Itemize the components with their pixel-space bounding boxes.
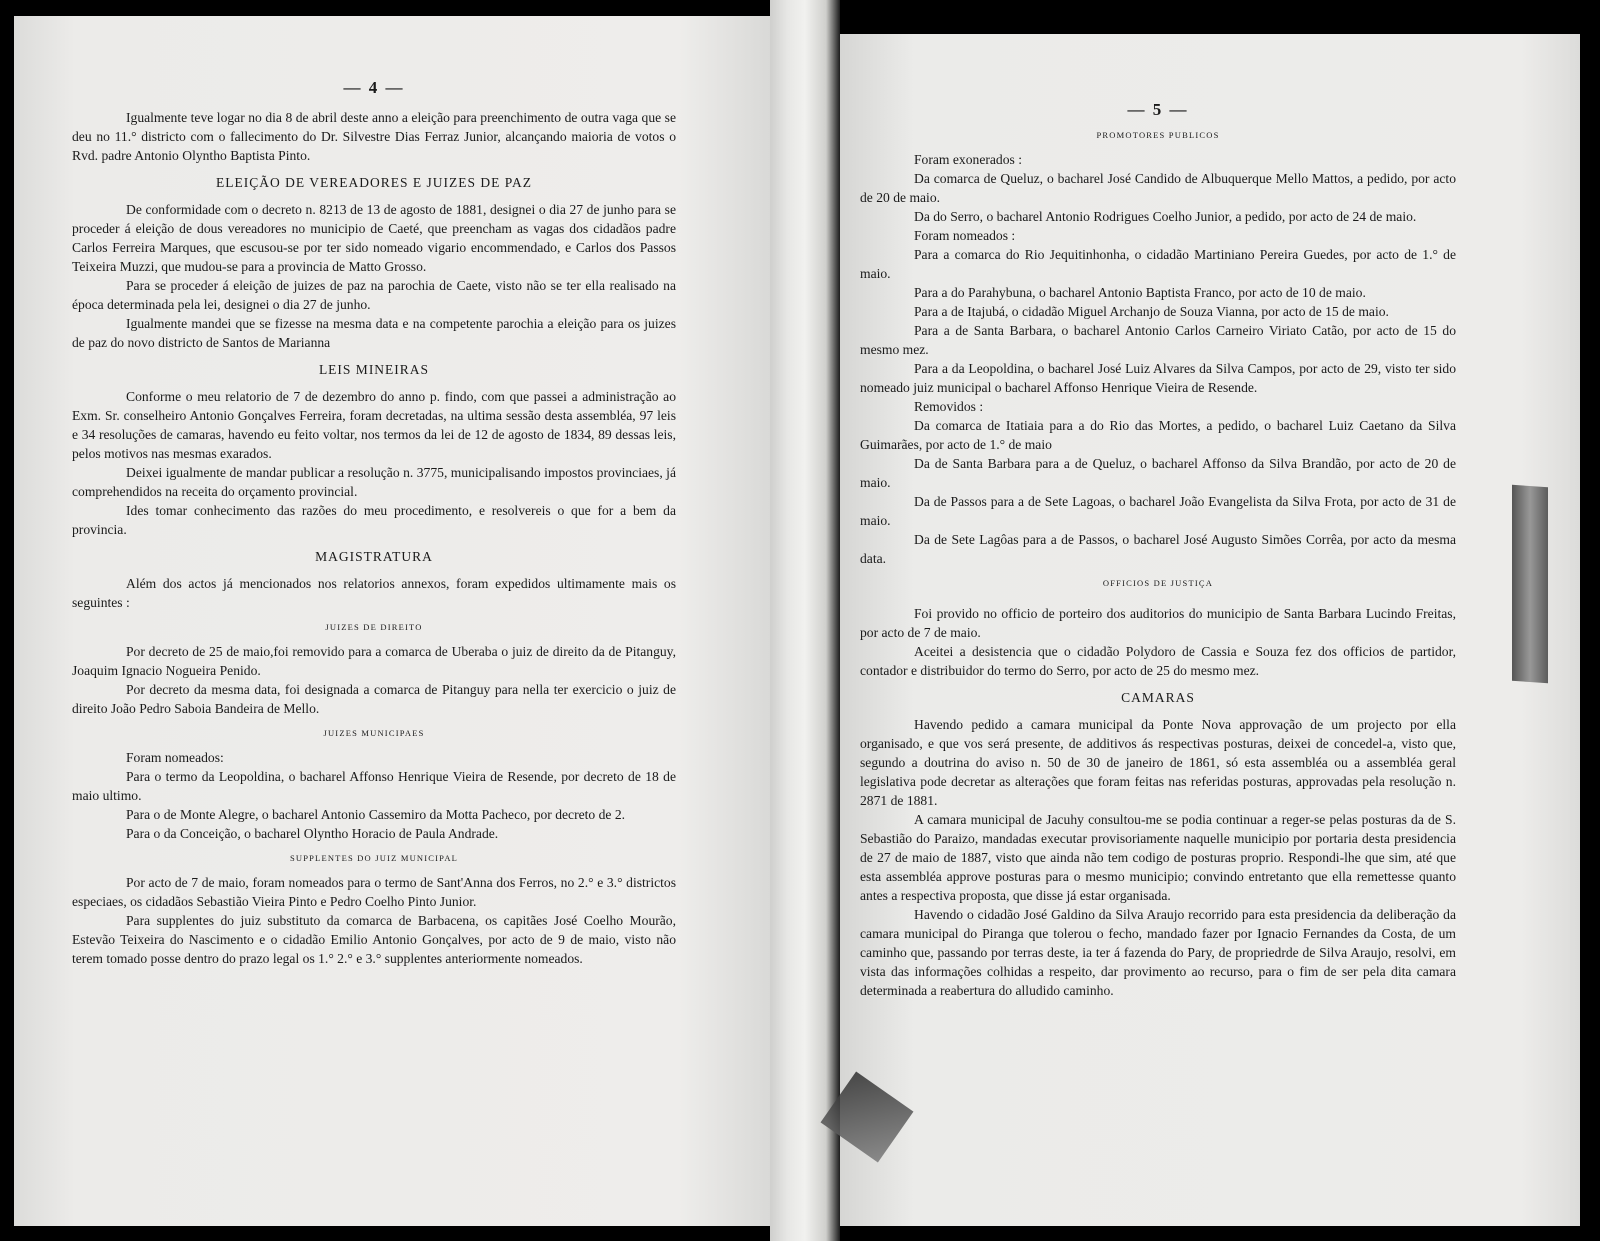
book-gutter bbox=[770, 0, 840, 1241]
subsection-heading-promotores: PROMOTORES PUBLICOS bbox=[1096, 130, 1220, 140]
paragraph: Foi provido no officio de porteiro dos auditorios do municipio de Santa Barbara Lucindo Freitas, por acto de 7 de maio. bbox=[860, 606, 1456, 640]
paragraph: Deixei igualmente de mandar publicar a resolução n. 3775, municipalisando impostos provinciaes, já comprehendidos na receita do orçamento provincial. bbox=[72, 465, 676, 499]
paragraph: Da de Sete Lagôas para a de Passos, o bacharel José Augusto Simões Corrêa, por acto da mesma data. bbox=[860, 532, 1456, 566]
paragraph: Havendo o cidadão José Galdino da Silva Araujo recorrido para esta presidencia da deliberação da camara municipal do Piranga que tolerou o fecho, mandado fazer por Ignacio Fernandes da Costa, de um caminho que, passando por terras deste, ia ter á fazenda do Pary, de propriedrde de Silva Araujo, resolvi, em vista das informações colhidas a respeito, dar provimento ao recurso, para o fim de ser pela dita camara determinada a reabertura do alludido caminho. bbox=[860, 907, 1456, 998]
right-page-column bbox=[860, 100, 1456, 1000]
paragraph: Para a de Itajubá, o cidadão Miguel Archanjo de Souza Vianna, por acto de 15 de maio. bbox=[914, 304, 1389, 319]
paragraph: Da do Serro, o bacharel Antonio Rodrigues Coelho Junior, a pedido, por acto de 24 de maio. bbox=[914, 209, 1417, 224]
paragraph: Para o da Conceição, o bacharel Olyntho Horacio de Paula Andrade. bbox=[126, 826, 499, 841]
paragraph: Além dos actos já mencionados nos relatorios annexos, foram expedidos ultimamente mais os seguintes : bbox=[72, 576, 676, 610]
section-heading-leis-mineiras: LEIS MINEIRAS bbox=[318, 362, 430, 377]
section-heading-magistratura: MAGISTRATURA bbox=[315, 549, 433, 564]
paragraph: Para a do Parahybuna, o bacharel Antonio Baptista Franco, por acto de 10 de maio. bbox=[914, 285, 1366, 300]
subsection-heading-supplentes: SUPPLENTES DO JUIZ MUNICIPAL bbox=[289, 853, 459, 863]
right-page-number: — 5 — bbox=[1127, 100, 1189, 119]
paragraph: Da de Passos para a de Sete Lagoas, o bacharel João Evangelista da Silva Frota, por acto de 31 de maio. bbox=[860, 494, 1456, 528]
left-page-number: — 4 — bbox=[343, 78, 405, 97]
right-page bbox=[840, 34, 1580, 1226]
paragraph: Para a comarca do Rio Jequitinhonha, o cidadão Martiniano Pereira Guedes, por acto de 1.° de maio. bbox=[860, 247, 1456, 281]
paragraph: Foram nomeados: bbox=[126, 750, 224, 765]
paragraph: Igualmente mandei que se fizesse na mesma data e na competente parochia a eleição para os juizes de paz do novo districto de Santos de Marianna bbox=[72, 316, 676, 350]
paragraph: Ides tomar conhecimento das razões do meu procedimento, e resolvereis o que for a bem da provincia. bbox=[72, 503, 676, 537]
paragraph: Por decreto de 25 de maio,foi removido para a comarca de Uberaba o juiz de direito da de Pitanguy, Joaquim Ignacio Nogueira Penido. bbox=[72, 644, 676, 678]
paragraph: Para a da Leopoldina, o bacharel José Luiz Alvares da Silva Campos, por acto de 29, visto ter sido nomeado juiz municipal o bacharel Affonso Henrique Vieira de Resende. bbox=[860, 361, 1456, 395]
subsection-heading-juizes-municipaes: JUIZES MUNICIPAES bbox=[323, 728, 425, 738]
paragraph: Por acto de 7 de maio, foram nomeados para o termo de Sant'Anna dos Ferros, no 2.° e 3.° districtos especiaes, os cidadãos Sebastião Vieira Pinto e Pedro Coelho Pinto Junior. bbox=[72, 875, 676, 909]
paragraph: Aceitei a desistencia que o cidadão Polydoro de Cassia e Souza fez dos officios de partidor, contador e distribuidor do termo do Serro, por acto de 25 do mesmo mez. bbox=[860, 644, 1456, 678]
left-page-column bbox=[72, 78, 676, 968]
paragraph: Da comarca de Queluz, o bacharel José Candido de Albuquerque Mello Mattos, a pedido, por acto de 20 de maio. bbox=[860, 171, 1456, 205]
subsection-heading-juizes-direito: JUIZES DE DIREITO bbox=[325, 622, 423, 632]
left-page bbox=[14, 16, 770, 1226]
paragraph: Para se proceder á eleição de juizes de paz na parochia de Caete, visto não se ter ella realisado na época determinada pela lei, designei o dia 27 de junho. bbox=[72, 278, 676, 312]
paragraph: A camara municipal de Jacuhy consultou-me se podia continuar a reger-se pelas posturas da de S. Sebastião do Paraizo, mandadas executar provisoriamente naquelle municipio por portaria desta presidencia de 27 de maio de 1887, visto que ainda não tem codigo de posturas proprio. Respondi-lhe que sim, até que esta assembléa approve posturas para o mesmo municipio; convindo entretanto que ella remettesse quanto antes a respectiva proposta, que disse já estar organisada. bbox=[860, 812, 1456, 903]
section-heading-camaras: CAMARAS bbox=[1121, 690, 1195, 705]
paragraph: Foram nomeados : bbox=[914, 228, 1016, 243]
paragraph: Para supplentes do juiz substituto da comarca de Barbacena, os capitães José Coelho Mourão, Estevão Teixeira do Nascimento e o cidadão Emilio Antonio Gonçalves, por acto de 9 de maio, visto não terem tomado posse dentro do prazo legal os 1.° 2.° e 3.° supplentes anteriormente nomeados. bbox=[72, 913, 676, 966]
paragraph: Havendo pedido a camara municipal da Ponte Nova approvação de um projecto por ella organisado, e que vos será presente, de additivos ás respectivas posturas, deixei de concedel-a, visto que, segundo a doutrina do aviso n. 50 de 30 de janeiro de 1861, só esta assembléa ou a assembléa geral legislativa pode decretar as alterações que foram feitas nas referidas posturas, approvadas pela resolução n. 2871 de 1881. bbox=[860, 717, 1456, 808]
paragraph: Conforme o meu relatorio de 7 de dezembro do anno p. findo, com que passei a administração ao Exm. Sr. conselheiro Antonio Gonçalves Ferreira, foram decretadas, na ultima sessão desta assembléa, 97 leis e 34 resoluções de camaras, havendo eu feito voltar, nos termos da lei de 12 de agosto de 1834, 89 dessas leis, pelos motivos nas mesmas exarados. bbox=[72, 389, 676, 461]
paragraph: Para o termo da Leopoldina, o bacharel Affonso Henrique Vieira de Resende, por decreto de 18 de maio ultimo. bbox=[72, 769, 676, 803]
paragraph: Foram exonerados : bbox=[914, 152, 1022, 167]
paragraph: De conformidade com o decreto n. 8213 de 13 de agosto de 1881, designei o dia 27 de junho para se proceder á eleição de dous vereadores no municipio de Caeté, que preencham as vagas dos cidadãos padre Carlos Ferreira Marques, que escusou-se por ter sido nomeado vigario encommendado, e Carlos dos Passos Teixeira Muzzi, que mudou-se para a provincia de Matto Grosso. bbox=[72, 202, 676, 274]
paragraph: Igualmente teve logar no dia 8 de abril deste anno a eleição para preenchimento de outra vaga que se deu no 11.° districto com o fallecimento do Dr. Silvestre Dias Ferraz Junior, alcançando maioria de votos o Rvd. padre Antonio Olyntho Baptista Pinto. bbox=[72, 110, 676, 163]
section-heading-eleicao: ELEIÇÃO DE VEREADORES E JUIZES DE PAZ bbox=[216, 175, 532, 190]
paragraph: Da de Santa Barbara para a de Queluz, o bacharel Affonso da Silva Brandão, por acto de 20 de maio. bbox=[860, 456, 1456, 490]
paragraph: Por decreto da mesma data, foi designada a comarca de Pitanguy para nella ter exercicio o juiz de direito João Pedro Saboia Bandeira de Mello. bbox=[72, 682, 676, 716]
paragraph: Para o de Monte Alegre, o bacharel Antonio Cassemiro da Motta Pacheco, por decreto de 2. bbox=[126, 807, 626, 822]
tape-strip bbox=[1512, 485, 1548, 684]
paragraph: Para a de Santa Barbara, o bacharel Antonio Carlos Carneiro Viriato Catão, por acto de 15 do mesmo mez. bbox=[860, 323, 1456, 357]
paragraph: Da comarca de Itatiaia para a do Rio das Mortes, a pedido, o bacharel Luiz Caetano da Silva Guimarães, por acto de 1.° de maio bbox=[860, 418, 1456, 452]
paragraph: Removidos : bbox=[914, 399, 984, 414]
subsection-heading-officios: OFFICIOS DE JUSTIÇA bbox=[1102, 578, 1214, 588]
